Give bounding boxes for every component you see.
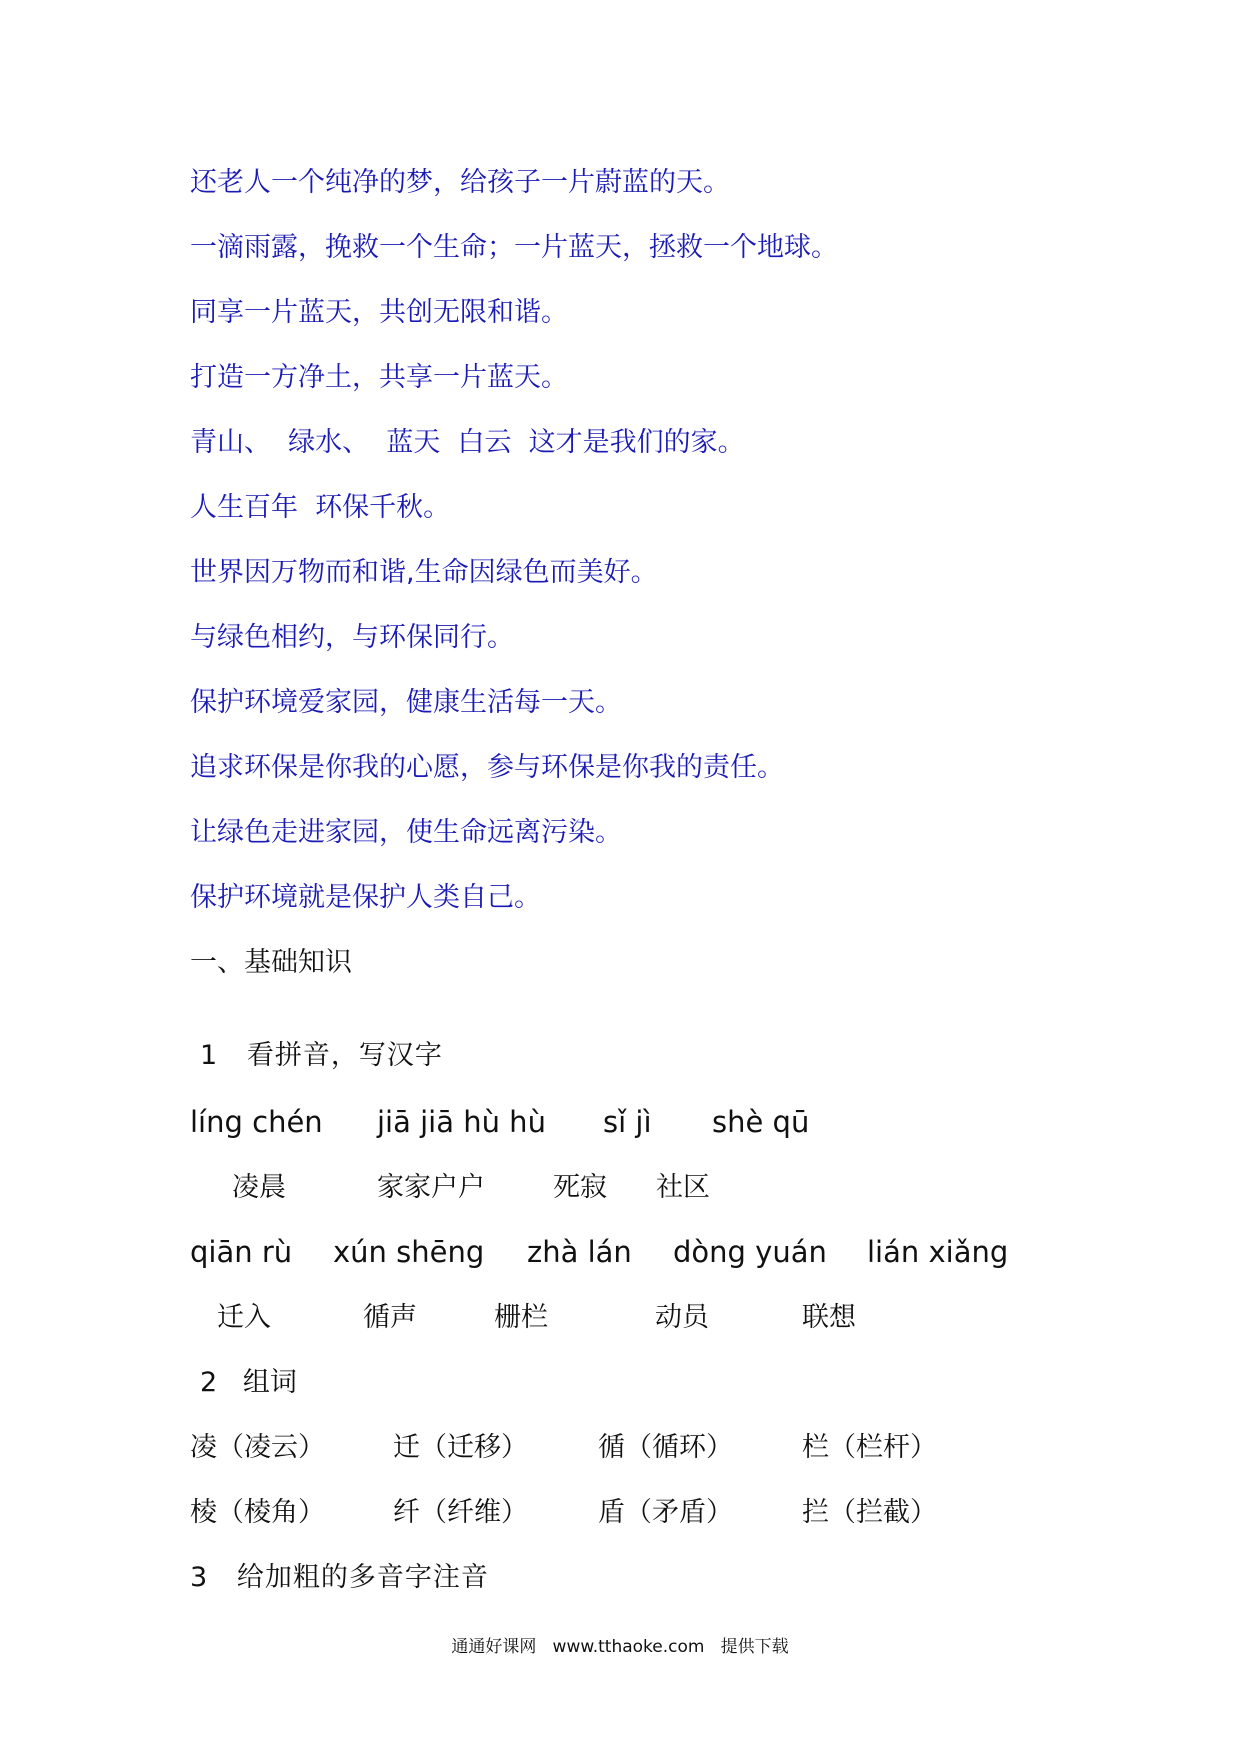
slogan-line: 与绿色相约，与环保同行。 [190,622,514,653]
hanzi-answer: 家家户户 [377,1172,485,1203]
page-footer: 通通好课网 www.tthaoke.com 提供下载 [451,1637,789,1657]
pinyin-item: qiān rù [190,1235,293,1269]
slogan-line: 让绿色走进家园，使生命远离污染。 [190,817,622,848]
hanzi-answer: 迁入 [217,1302,271,1333]
hanzi-answer: 循声 [363,1302,417,1333]
question-1-heading: 1 看拼音，写汉字 [200,1040,443,1071]
pinyin-item: sǐ jì [603,1105,652,1139]
slogan-line: 青山、 绿水、 蓝天 白云 这才是我们的家。 [190,427,745,458]
word-group-item: 循（循环） [598,1432,733,1463]
question-3-heading: 3 给加粗的多音字注音 [190,1562,489,1593]
word-group-item: 拦（拦截） [802,1497,937,1528]
slogan-line: 同享一片蓝天，共创无限和谐。 [190,297,568,328]
slogan-line: 追求环保是你我的心愿，参与环保是你我的责任。 [190,752,784,783]
hanzi-answer: 动员 [655,1302,709,1333]
pinyin-item: zhà lán [527,1235,632,1269]
word-group-item: 迁（迁移） [393,1432,528,1463]
slogan-line: 一滴雨露，挽救一个生命；一片蓝天，拯救一个地球。 [190,232,838,263]
pinyin-item: lián xiǎng [867,1235,1009,1269]
slogan-line: 世界因万物而和谐,生命因绿色而美好。 [190,557,658,588]
pinyin-item: jiā jiā hù hù [377,1105,546,1139]
word-group-item: 栏（栏杆） [802,1432,937,1463]
section-title: 一、基础知识 [190,947,352,978]
slogan-line: 保护环境就是保护人类自己。 [190,882,541,913]
word-group-item: 棱（棱角） [190,1497,325,1528]
slogan-line: 打造一方净土，共享一片蓝天。 [190,362,568,393]
pinyin-item: xún shēng [333,1235,485,1269]
pinyin-item: líng chén [190,1105,323,1139]
pinyin-item: dòng yuán [673,1235,827,1269]
hanzi-answer: 死寂 [553,1172,607,1203]
pinyin-item: shè qū [712,1105,810,1139]
word-group-item: 盾（矛盾） [598,1497,733,1528]
hanzi-answer: 凌晨 [232,1172,286,1203]
hanzi-answer: 联想 [802,1302,856,1333]
question-2-heading: 2 组词 [200,1367,297,1398]
hanzi-answer: 栅栏 [494,1302,548,1333]
slogan-line: 保护环境爱家园，健康生活每一天。 [190,687,622,718]
word-group-item: 凌（凌云） [190,1432,325,1463]
slogan-line: 还老人一个纯净的梦，给孩子一片蔚蓝的天。 [190,167,730,198]
slogan-line: 人生百年 环保千秋。 [190,492,451,523]
hanzi-answer: 社区 [656,1172,710,1203]
word-group-item: 纤（纤维） [393,1497,528,1528]
